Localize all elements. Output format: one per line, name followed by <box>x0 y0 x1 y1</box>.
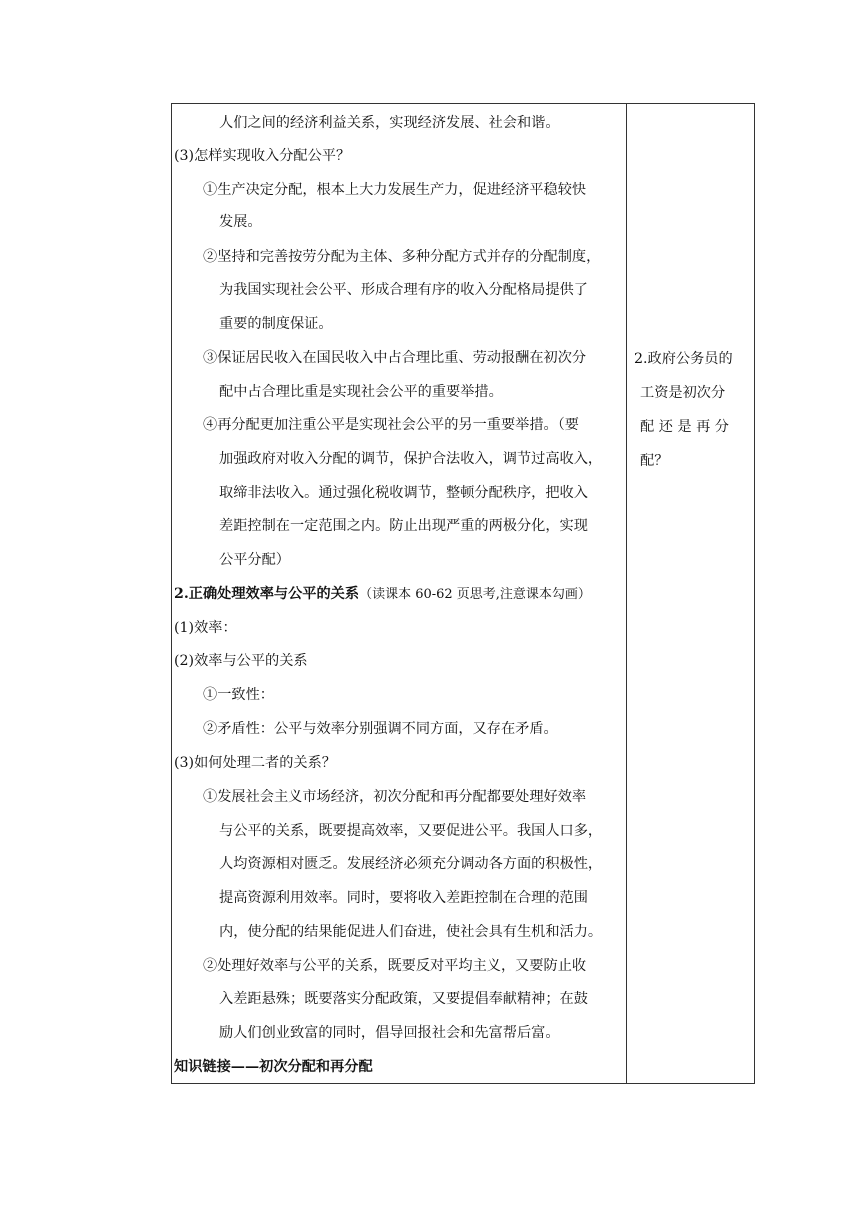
text-line: 为我国实现社会公平、形成合理有序的收入分配格局提供了 <box>219 282 588 298</box>
text-line: ①发展社会主义市场经济，初次分配和再分配都要处理好效率 <box>203 789 587 805</box>
text-line: ④再分配更加注重公平是实现社会公平的另一重要举措。（要 <box>203 417 579 433</box>
text-line: (1)效率： <box>174 620 237 636</box>
text-line: 人均资源相对匮乏。发展经济必须充分调动各方面的积极性， <box>219 856 603 872</box>
text-line: 入差距悬殊；既要落实分配政策，又要提倡奉献精神；在鼓 <box>219 991 588 1007</box>
text-line: 人们之间的经济利益关系，实现经济发展、社会和谐。 <box>219 115 560 131</box>
text-line: 励人们创业致富的同时，倡导回报社会和先富帮后富。 <box>219 1025 560 1041</box>
text-line: ①生产决定分配，根本上大力发展生产力，促进经济平稳较快 <box>203 182 587 198</box>
text-line: ②坚持和完善按劳分配为主体、多种分配方式并存的分配制度， <box>203 249 601 265</box>
text-line: 配中占合理比重是实现社会公平的重要举措。 <box>219 384 503 400</box>
text-line: ②矛盾性：公平与效率分别强调不同方面，又存在矛盾。 <box>203 721 558 737</box>
text-line: 重要的制度保证。 <box>219 316 333 332</box>
text-line: ③保证居民收入在国民收入中占合理比重、劳动报酬在初次分 <box>203 350 587 366</box>
text-line: 发展。 <box>219 214 262 230</box>
side-question-line: 配 还 是 再 分 <box>640 419 729 435</box>
section-heading-2-note: （读课本 60-62 页思考,注意课本勾画） <box>359 587 591 602</box>
text-line: 提高资源利用效率。同时，要将收入差距控制在合理的范围 <box>219 890 588 906</box>
text-line: 加强政府对收入分配的调节，保护合法收入，调节过高收入， <box>219 451 603 467</box>
text-line: (3)怎样实现收入分配公平？ <box>174 148 351 164</box>
text-line: 内，使分配的结果能促进人们奋进，使社会具有生机和活力。 <box>219 924 603 940</box>
text-line: ①一致性： <box>203 687 274 703</box>
knowledge-link-heading: 知识链接——初次分配和再分配 <box>174 1059 373 1075</box>
text-line: 差距控制在一定范围之内。防止出现严重的两极分化，实现 <box>219 518 588 534</box>
side-question-line: 2.政府公务员的 <box>634 351 733 367</box>
side-question-line: 配？ <box>640 453 669 469</box>
text-line: 与公平的关系，既要提高效率，又要促进公平。我国人口多， <box>219 823 603 839</box>
column-divider <box>626 103 627 1084</box>
text-line: 公平分配） <box>219 552 290 568</box>
text-line: (3)如何处理二者的关系？ <box>174 755 336 771</box>
text-line: 取缔非法收入。通过强化税收调节，整顿分配秩序，把收入 <box>219 485 588 501</box>
section-heading-2-title: 2.正确处理效率与公平的关系 <box>174 586 360 602</box>
section-heading-2 <box>174 584 591 605</box>
text-line: (2)效率与公平的关系 <box>174 653 308 669</box>
side-question-line: 工资是初次分 <box>640 385 726 401</box>
text-line: ②处理好效率与公平的关系，既要反对平均主义，又要防止收 <box>203 958 587 974</box>
